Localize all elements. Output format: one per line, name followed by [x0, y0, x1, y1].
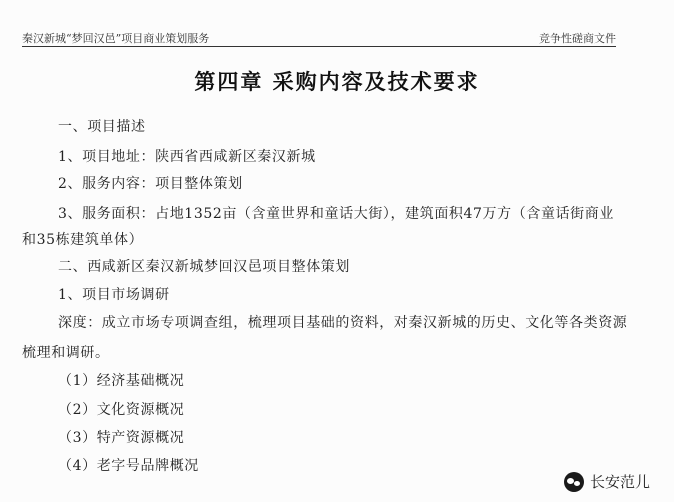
chapter-title: 第四章 采购内容及技术要求: [194, 69, 480, 94]
wechat-icon: [564, 472, 584, 492]
list-item-economic-basis: （1）经济基础概况: [58, 373, 185, 389]
paragraph-service-content: 2、服务内容：项目整体策划: [58, 176, 243, 192]
subheading-market-research: 1、项目市场调研: [58, 287, 170, 303]
paragraph-project-address: 1、项目地址：陕西省西咸新区秦汉新城: [58, 149, 316, 165]
paragraph-service-area-cont: 和35栋建筑单体）: [22, 232, 144, 248]
list-item-heritage-brands: （4）老字号品牌概况: [58, 458, 199, 474]
section-heading-overall-planning: 二、西咸新区秦汉新城梦回汉邑项目整体策划: [58, 259, 350, 275]
paragraph-depth: 深度：成立市场专项调查组，梳理项目基础的资料，对秦汉新城的历史、文化等各类资源: [58, 315, 628, 331]
paragraph-service-area: 3、服务面积：占地1352亩（含童世界和童话大街），建筑面积47万方（含童话街商业: [58, 206, 614, 222]
watermark-text: 长安范儿: [589, 473, 650, 491]
paragraph-depth-cont: 梳理和调研。: [22, 345, 110, 361]
header-left-text: 秦汉新城“梦回汉邑”项目商业策划服务: [22, 32, 210, 45]
list-item-cultural-resources: （2）文化资源概况: [58, 402, 185, 418]
header-right-text: 竞争性磋商文件: [539, 32, 616, 45]
section-heading-project-description: 一、项目描述: [58, 119, 146, 135]
list-item-specialty-resources: （3）特产资源概况: [58, 430, 185, 446]
page-header: [22, 28, 616, 47]
watermark: [564, 471, 650, 492]
